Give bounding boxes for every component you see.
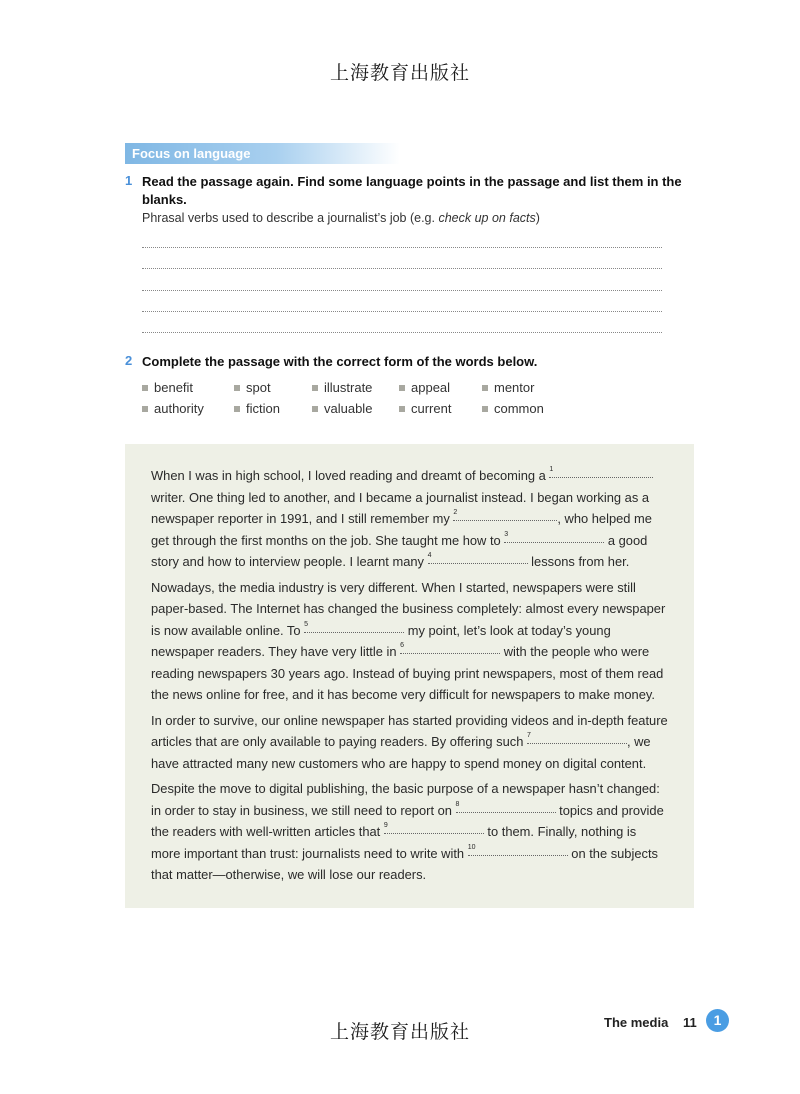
passage-text: When I was in high school, I loved reading and dreamt of becoming a	[151, 468, 550, 483]
passage-paragraph-1	[151, 465, 668, 573]
page-number: 11	[683, 1015, 697, 1030]
passage-text: writer. One thing led to another, and I became a journalist instead. I began working as a newspaper reporter in 1991, and I still remember my	[151, 489, 650, 526]
task-1-prompt	[142, 211, 540, 225]
unit-badge: 1	[706, 1009, 729, 1032]
blank-number: 3	[504, 530, 509, 538]
blank-number: 4	[427, 552, 432, 559]
task-1	[125, 173, 685, 209]
passage-text: lessons from her.	[527, 554, 630, 569]
passage-text: with the people who were reading newspapers 30 years ago. Instead of buying print newspapers, most of them read the news online for free, and it has become very difficult for newspapers to make money.	[151, 644, 664, 702]
word-bank-item: appeal	[399, 380, 450, 395]
blank-7[interactable]	[527, 731, 627, 744]
blank-6[interactable]	[400, 641, 500, 654]
word-bank-item: authority	[142, 401, 204, 416]
passage-text: my point, let’s look at today’s young newspaper readers. They have very little in	[151, 622, 611, 659]
blank-5[interactable]	[304, 620, 404, 633]
word-bank-item: common	[482, 401, 544, 416]
passage-text: Despite the move to digital publishing, the basic purpose of a newspaper hasn’t changed: in order to stay in business, we still need to report on	[151, 781, 660, 818]
publisher-footer: 上海教育出版社	[329, 1021, 470, 1043]
blank-9[interactable]	[384, 821, 484, 834]
footer-unit-title: The media	[604, 1015, 669, 1030]
answer-line-2[interactable]	[142, 268, 662, 269]
passage-paragraph-2	[151, 577, 668, 706]
passage-text: Nowadays, the media industry is very different. When I started, newspapers were still paper-based. The Internet has changed the business completely: almost every newspaper is now available online. To	[151, 579, 666, 638]
blank-8[interactable]	[456, 800, 556, 813]
word-bank-item: valuable	[312, 401, 372, 416]
word-bank-item: mentor	[482, 380, 534, 395]
blank-number: 9	[383, 822, 388, 829]
answer-line-5[interactable]	[142, 332, 662, 333]
passage-text: , who helped me get through the first months on the job. She taught me how to	[151, 511, 652, 548]
blank-number: 7	[526, 732, 531, 739]
word-bank-item: benefit	[142, 380, 193, 395]
blank-number: 2	[453, 509, 458, 516]
blank-number: 6	[400, 642, 405, 649]
blank-number: 10	[467, 843, 476, 851]
word-bank	[142, 380, 702, 422]
word-bank-item: spot	[234, 380, 271, 395]
passage-text: , we have attracted many new customers who are happy to spend money on digital content.	[151, 734, 651, 771]
blank-number: 8	[455, 800, 460, 808]
blank-1[interactable]	[549, 465, 653, 478]
blank-3[interactable]	[504, 530, 604, 543]
task-1-prompt-example: check up on facts	[438, 211, 536, 225]
task-1-prompt-prefix: Phrasal verbs used to describe a journalist’s job (e.g.	[142, 211, 439, 225]
passage-text: topics and provide the readers with well-written articles that	[151, 802, 664, 839]
answer-line-3[interactable]	[142, 290, 662, 291]
task-2-instruction: Complete the passage with the correct form of the words below.	[142, 354, 538, 369]
passage-paragraph-4	[151, 778, 668, 886]
blank-4[interactable]	[428, 551, 528, 564]
task-1-instruction: Read the passage again. Find some language points in the passage and list them in the blanks.	[142, 174, 682, 207]
blank-2[interactable]	[453, 508, 557, 521]
blank-number: 1	[549, 466, 554, 473]
task-2-number: 2	[125, 353, 133, 368]
blank-number: 5	[304, 620, 309, 628]
task-1-prompt-suffix: )	[535, 211, 540, 225]
passage-text: on the subjects that matter—otherwise, we will lose our readers.	[151, 845, 658, 882]
task-1-number: 1	[125, 173, 133, 188]
word-bank-item: fiction	[234, 401, 280, 416]
blank-10[interactable]	[468, 843, 568, 856]
answer-line-1[interactable]	[142, 247, 662, 248]
section-banner: Focus on language	[125, 143, 400, 164]
passage-text: In order to survive, our online newspaper has started providing videos and in-depth feature articles that are only available to paying readers. By offering such	[151, 712, 668, 749]
word-bank-item: current	[399, 401, 451, 416]
task-2	[125, 353, 685, 371]
passage-text: a good story and how to interview people. I learnt many	[151, 532, 648, 569]
passage-box	[125, 444, 694, 908]
passage-text: to them. Finally, nothing is more important than trust: journalists need to write with	[151, 824, 637, 861]
passage-paragraph-3	[151, 710, 668, 775]
publisher-header: 上海教育出版社	[329, 62, 470, 84]
word-bank-item: illustrate	[312, 380, 372, 395]
answer-line-4[interactable]	[142, 311, 662, 312]
